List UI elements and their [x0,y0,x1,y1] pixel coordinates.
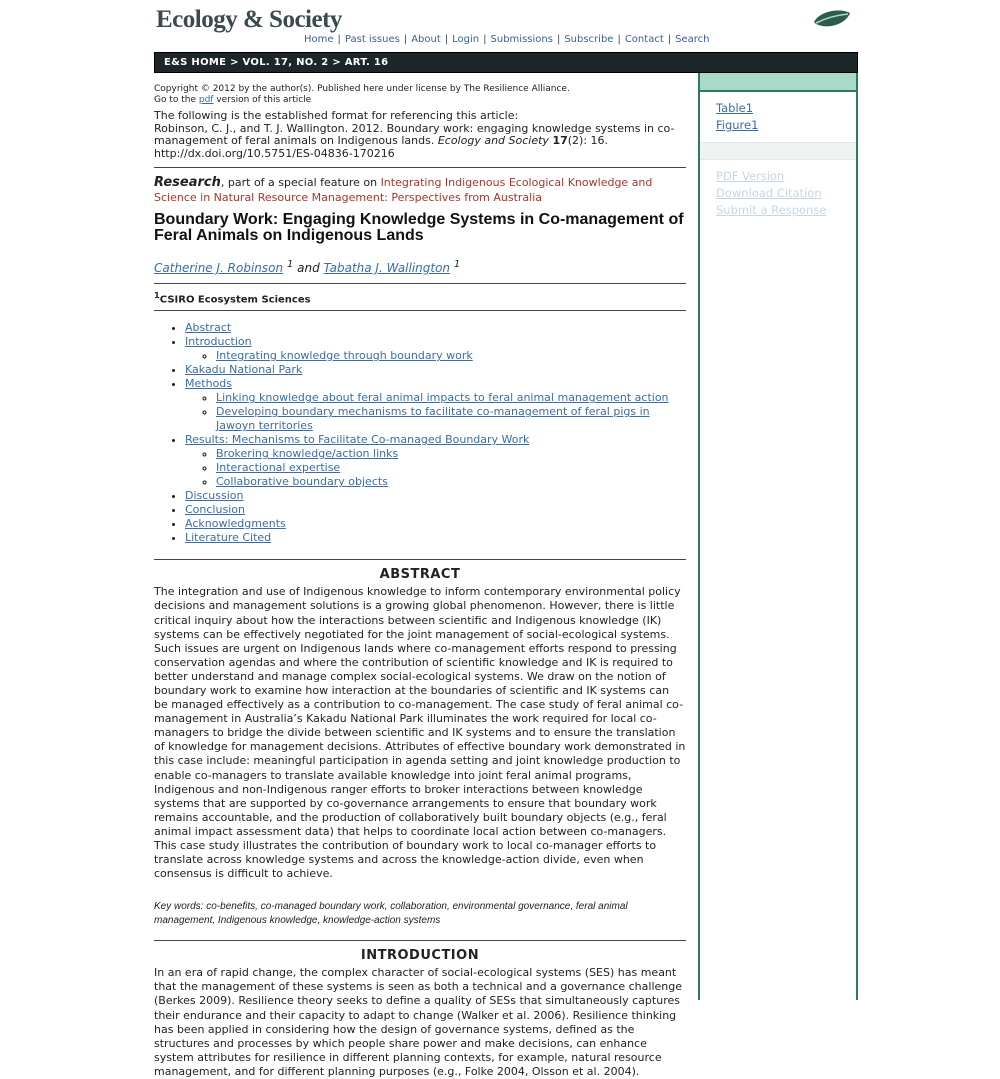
citation-volume: 17 [552,134,568,147]
affiliation-sup: 1 [154,290,160,300]
nav-separator: | [337,34,341,45]
submit-response-link[interactable]: Submit a Response [716,203,827,217]
toc-results[interactable]: Results: Mechanisms to Facilitate Co-managed Boundary Work [185,433,530,447]
breadcrumb: E&S HOME > VOL. 17, NO. 2 > ART. 16 [154,52,858,73]
table-of-contents [154,321,686,545]
keywords [154,900,686,928]
toc-item [185,335,686,363]
nav-separator: | [556,34,561,45]
sidebar-link-figure1[interactable]: Figure1 [716,118,759,132]
citation-block [154,110,686,160]
toc-item [185,377,686,433]
sidebar [698,73,858,1000]
top-nav [304,34,709,45]
toc-interactional-expertise[interactable]: Interactional expertise [216,461,341,475]
keywords-list: co-benefits, co-managed boundary work, collaboration, environmental governance, feral animal management, Indigenous knowledge, knowledge-action systems [154,901,628,927]
special-feature-link[interactable]: Integrating Indigenous Ecological Knowledge and Science in Natural Resource Management: Perspectives from Australia [154,176,653,204]
toc-boundary-objects[interactable]: Collaborative boundary objects [216,475,388,489]
nav-login[interactable]: Login [452,34,480,45]
author-sup: 1 [286,259,294,270]
nav-subscribe[interactable]: Subscribe [564,34,614,45]
abstract-heading: ABSTRACT [379,567,461,583]
nav-separator: | [403,34,408,45]
toc-literature-cited[interactable]: Literature Cited [185,531,272,545]
citation-intro: The following is the established format for referencing this article: [154,109,519,122]
toc-subitem [216,447,686,461]
toc-subitem [216,461,686,475]
introduction-heading: INTRODUCTION [360,948,480,964]
citation-authors: Robinson, C. J., and T. J. Wallington. 2012. Boundary work: engaging knowledge systems in co-management of feral animals on Indigenous lands. [154,121,675,147]
toc-kakadu[interactable]: Kakadu National Park [185,363,303,377]
nav-past-issues[interactable]: Past issues [344,34,400,45]
nav-about[interactable]: About [411,34,441,45]
affiliation-name: CSIRO Ecosystem Sciences [159,294,311,306]
nav-separator: | [667,34,672,45]
pdf-line-suffix: version of this article [213,95,312,105]
pdf-link[interactable]: pdf [198,95,214,105]
divider [154,559,686,560]
toc-methods[interactable]: Methods [185,377,232,391]
research-line [154,175,686,205]
abstract-text: The integration and use of Indigenous knowledge to inform contemporary environmental policy decisions and management solutions is a growing global phenomenon. However, there is little critical inquiry about how the interactions between scientific and Indigenous knowledge (IK) systems can be effectively negotiated for the joint management of social-ecological systems. Such issues are urgent on Indigenous lands where co-management efforts respond to pressing conservation agendas and where the contribution of scientific knowledge and IK is required to better understand and manage complex social-ecological systems. We draw on the notion of boundary work to examine how interaction at the boundaries of scientific and IK systems can be managed effectively as a contribution to co-management. The case study of feral animal co-management in Australia’s Kakadu National Park illuminates the work required for local co-managers to bridge the divide between scientific and IK systems and to ensure the translation of knowledge for management decisions. Attributes of effective boundary work demonstrated in this case include: meaningful participation in agenda setting and joint knowledge production to enable co-managers to translate available knowledge into joint feral animal programs, Indigenous and non-Indigenous ranger efforts to broker interactions between knowledge systems that are supported by co-governance arrangements to ensure that boundary work remains accountable, and the production of collaboratively built boundary objects (e.g., feral animal impact assessment data) that helps to coordinate local action between co-managers. This case study illustrates the contribution of boundary work to local co-manager efforts to translate across knowledge systems and across the knowledge-action divide, even when consensus is difficult to achieve. [154,585,686,881]
pdf-version-link[interactable]: PDF Version [716,169,785,183]
toc-item [185,503,686,517]
keywords-label: Key words: [154,901,204,913]
toc-item [185,321,686,335]
nav-separator: | [444,34,449,45]
toc-introduction[interactable]: Introduction [185,335,252,349]
affiliation [154,284,686,310]
toc-item [185,489,686,503]
toc-brokering[interactable]: Brokering knowledge/action links [216,447,399,461]
download-citation-link[interactable]: Download Citation [716,186,822,200]
toc-subitem [216,475,686,489]
pdf-line-prefix: Go to the [154,95,199,105]
toc-subitem [216,349,686,363]
author-sup: 1 [453,259,461,270]
sidebar-header [700,73,856,92]
citation-journal: Ecology and Society [437,134,549,147]
toc-item [185,433,686,489]
research-prefix: , part of a special feature on [220,176,381,189]
toc-subitem [216,391,686,405]
nav-separator: | [483,34,487,45]
toc-conclusion[interactable]: Conclusion [185,503,245,517]
toc-item [185,517,686,531]
sidebar-divider [700,142,856,160]
author-link-wallington[interactable]: Tabatha J. Wallington [323,261,451,275]
pdf-line [154,95,686,106]
nav-search[interactable]: Search [675,34,710,45]
article-main [154,84,686,1079]
sidebar-actions [700,160,856,219]
toc-discussion[interactable]: Discussion [185,489,244,503]
copyright-notice [154,84,686,106]
nav-contact[interactable]: Contact [624,34,664,45]
toc-boundary-mechanisms[interactable]: Developing boundary mechanisms to facilitate co-management of feral pigs in Jawoyn territories [216,405,650,433]
author-conjunction: and [297,261,320,275]
divider [154,310,686,311]
sidebar-figures [700,92,856,134]
site-logo[interactable]: Ecology & Society [156,6,342,33]
toc-acknowledgments[interactable]: Acknowledgments [185,517,286,531]
toc-abstract[interactable]: Abstract [185,321,232,335]
divider [154,940,686,941]
toc-item [185,363,686,377]
introduction-text: In an era of rapid change, the complex character of social-ecological systems (SES) has meant that the management of these systems is seen as both a technical and a governance challenge (Berkes 2009). Resilience theory seeks to define a quality of SESs that simultaneously captures their endurance and their capacity to adapt to change (Walker et al. 2006). Resilience thinking has been applied in considering how the design of governance systems, defined as the structures and processes by which people share power and make decisions, can enhance system attributes for resilience in different planning contexts, for example, natural resource management, and for different planning purposes (e.g., Folke 2004, Olsson et al. 2004). [154,966,682,1078]
research-label: Research [154,175,221,190]
nav-home[interactable]: Home [304,34,334,45]
author-list [154,258,686,275]
citation-text [154,123,686,148]
citation-issue: (2): 16. [567,134,609,147]
toc-integrating-knowledge[interactable]: Integrating knowledge through boundary work [216,349,473,363]
copyright-line: Copyright © 2012 by the author(s). Published here under license by The Resilience Alliance. [154,84,570,94]
toc-item [185,531,686,545]
nav-separator: | [617,34,621,45]
nav-submissions[interactable]: Submissions [490,34,553,45]
toc-linking-knowledge[interactable]: Linking knowledge about feral animal impacts to feral animal management action [216,391,669,405]
sidebar-link-table1[interactable]: Table1 [716,101,754,115]
citation-doi: http://dx.doi.org/10.5751/ES-04836-170216 [154,146,395,160]
toc-subitem [216,405,686,433]
divider [154,167,686,168]
leaf-logo-icon [812,8,852,30]
author-link-robinson[interactable]: Catherine J. Robinson [154,261,284,275]
article-title: Boundary Work: Engaging Knowledge Systems in Co-management of Feral Animals on Indigenous Lands [154,211,684,244]
